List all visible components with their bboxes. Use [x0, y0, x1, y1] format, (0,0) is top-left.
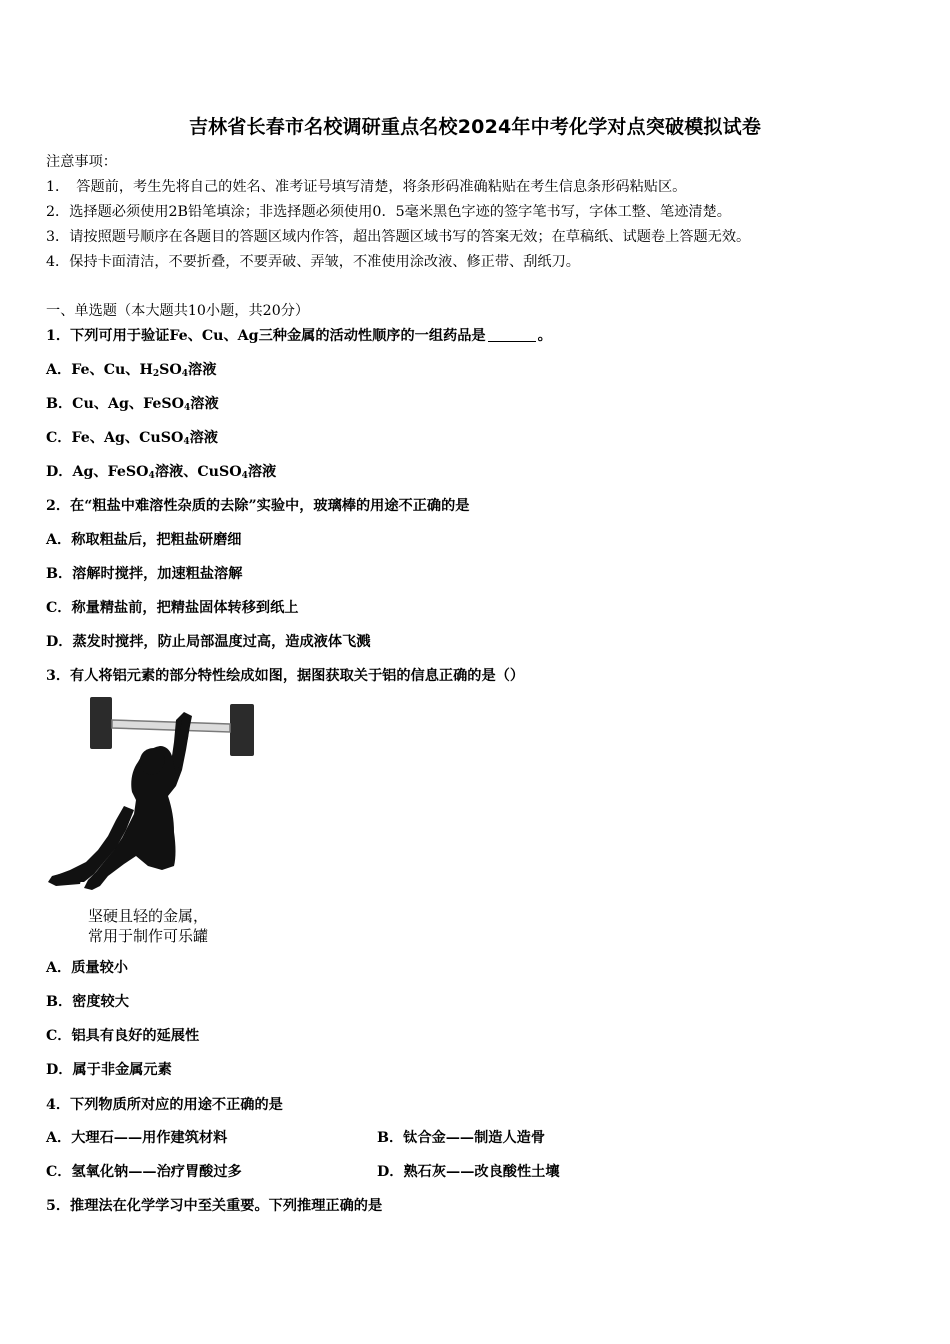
question-3-option-c: C．铝具有良好的延展性 — [46, 1028, 200, 1044]
option-d-text-end: 溶液 — [247, 464, 277, 480]
option-b-text-end: 溶液 — [190, 396, 219, 412]
notice-item-2: 2．选择题必须使用2B铅笔填涂；非选择题必须使用0．5毫米黑色字迹的签字笔书写，字体工整、笔迹清楚。 — [46, 204, 731, 220]
question-1-end: 。 — [537, 328, 552, 344]
question-3-option-b: B．密度较大 — [46, 994, 129, 1010]
option-b-text: B．Cu、Ag、FeSO — [46, 396, 185, 412]
question-3-option-d: D．属于非金属元素 — [46, 1062, 172, 1078]
barbell-bar — [112, 720, 230, 732]
subscript: 4 — [241, 471, 248, 481]
option-a-text-mid: SO — [159, 362, 182, 378]
barbell-left-plate — [90, 697, 112, 749]
question-2-option-c: C．称量精盐前，把精盐固体转移到纸上 — [46, 600, 299, 616]
question-4-option-d: D．熟石灰——改良酸性土壤 — [377, 1164, 560, 1180]
notice-item-3: 3．请按照题号顺序在各题目的答题区域内作答，超出答题区域书写的答案无效；在草稿纸、试题卷上答题无效。 — [46, 229, 751, 245]
question-1-option-a — [46, 361, 216, 379]
notice-item-1: 1． 答题前，考生先将自己的姓名、准考证号填写清楚，将条形码准确粘贴在考生信息条形码粘贴区。 — [46, 179, 687, 195]
subscript: 2 — [152, 369, 160, 379]
subscript: 4 — [148, 471, 155, 481]
question-1-stem — [46, 327, 552, 345]
barbell-right-plate — [230, 704, 254, 756]
option-c-text: C．Fe、Ag、CuSO — [46, 430, 184, 446]
question-5-stem: 5．推理法在化学学习中至关重要。下列推理正确的是 — [46, 1198, 383, 1214]
option-d-text-mid: 溶液、CuSO — [154, 464, 242, 480]
question-2-option-a: A．称取粗盐后，把粗盐研磨细 — [46, 532, 242, 548]
question-4-option-b: B．钛合金——制造人造骨 — [377, 1130, 546, 1146]
question-4-stem: 4．下列物质所对应的用途不正确的是 — [46, 1097, 283, 1113]
notice-item-4: 4．保持卡面清洁，不要折叠，不要弄破、弄皱，不准使用涂改液、修正带、刮纸刀。 — [46, 254, 580, 270]
option-a-text-end: 溶液 — [188, 362, 217, 378]
subscript: 4 — [183, 437, 190, 447]
question-4-option-a: A．大理石——用作建筑材料 — [46, 1130, 228, 1146]
option-d-text: D．Ag、FeSO — [46, 464, 149, 480]
option-a-text: A．Fe、Cu、H — [46, 362, 153, 378]
option-c-text-end: 溶液 — [189, 430, 218, 446]
question-4-option-c: C．氢氧化钠——治疗胃酸过多 — [46, 1164, 242, 1180]
figure-caption-line-2: 常用于制作可乐罐 — [88, 927, 209, 945]
question-2-option-d: D．蒸发时搅拌，防止局部温度过高，造成液体飞溅 — [46, 634, 371, 650]
question-2-stem: 2．在“粗盐中难溶性杂质的去除”实验中，玻璃棒的用途不正确的是 — [46, 498, 470, 514]
person-head — [140, 748, 165, 775]
question-3-option-a: A．质量较小 — [46, 960, 128, 976]
question-1-option-d — [46, 463, 276, 481]
question-1-option-c — [46, 429, 218, 447]
question-1-text: 1．下列可用于验证Fe、Cu、Ag三种金属的活动性顺序的一组药品是 — [46, 328, 486, 344]
subscript: 4 — [181, 369, 189, 379]
subscript: 4 — [184, 403, 191, 413]
answer-blank — [488, 328, 536, 342]
question-3-stem: 3．有人将铝元素的部分特性绘成如图，据图获取关于铝的信息正确的是（） — [46, 668, 525, 684]
page-title: 吉林省长春市名校调研重点名校2024年中考化学对点突破模拟试卷 — [188, 116, 762, 138]
question-2-option-b: B．溶解时搅拌，加速粗盐溶解 — [46, 566, 243, 582]
section-heading: 一、单选题（本大题共10小题，共20分） — [46, 303, 310, 319]
figure-caption-line-1: 坚硬且轻的金属， — [88, 907, 209, 925]
notice-heading: 注意事项： — [46, 154, 117, 170]
question-1-option-b — [46, 395, 219, 413]
